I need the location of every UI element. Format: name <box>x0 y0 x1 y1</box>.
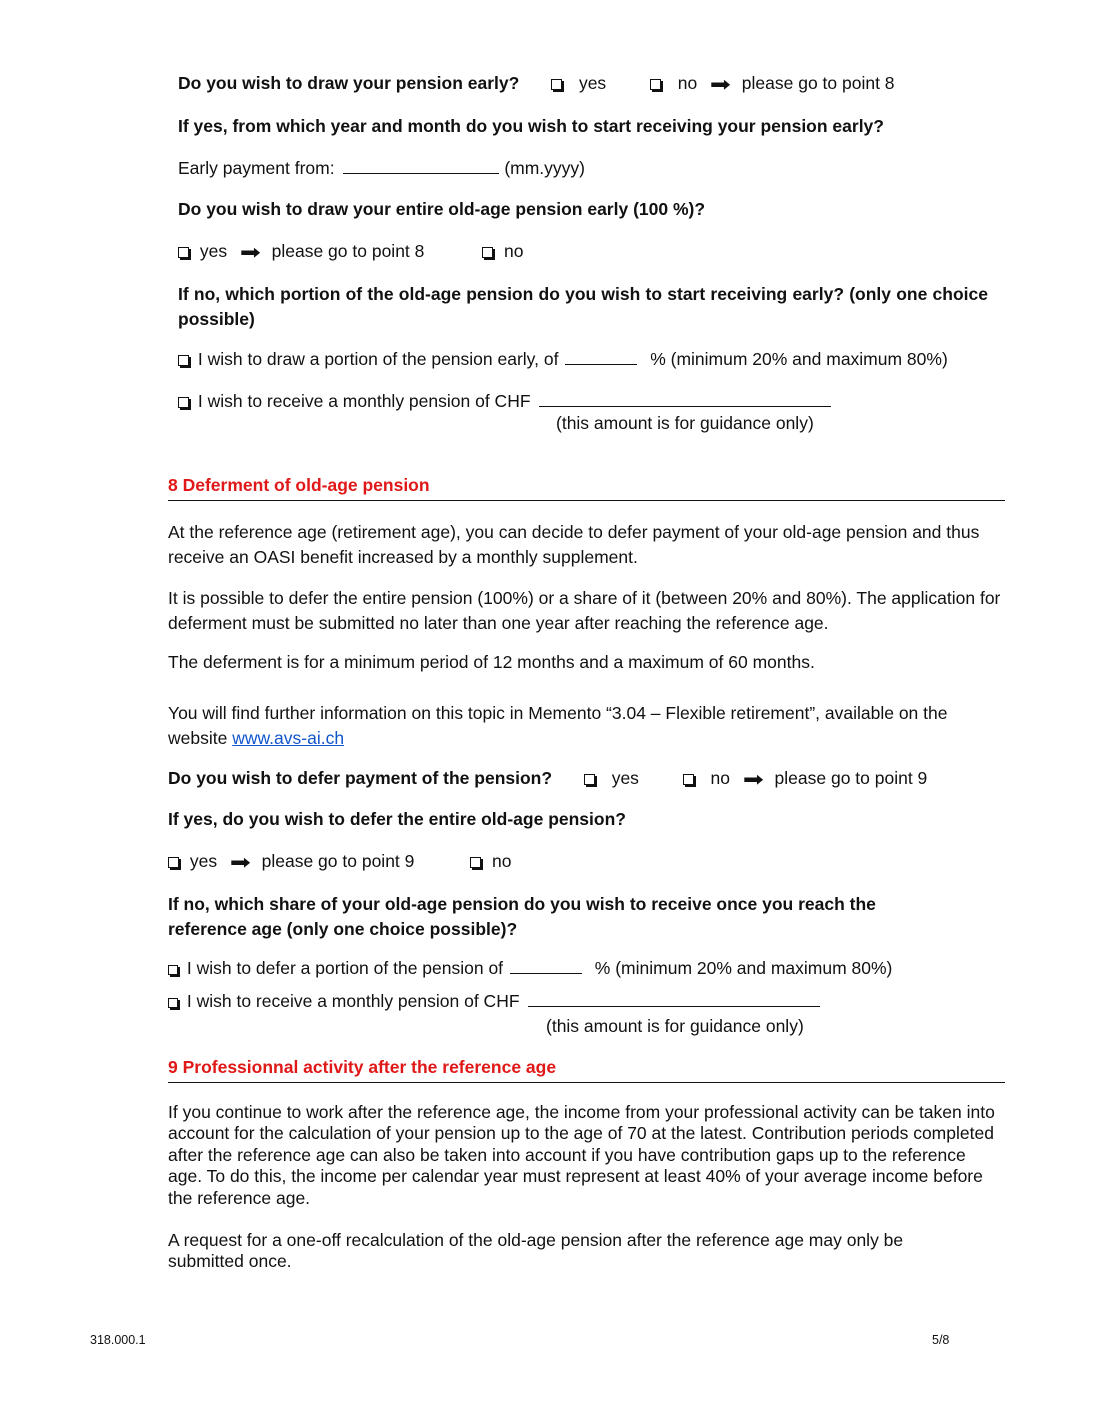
early-portion-range: % (minimum 20% and maximum 80%) <box>650 349 948 369</box>
early-from-question: If yes, from which year and month do you wish to start receiving your pension early? <box>178 116 884 136</box>
defer-portion-text: I wish to defer a portion of the pension of <box>186 958 504 978</box>
defer-yes-label: yes <box>611 768 639 788</box>
professional-activity-paragraph-2: A request for a one-off recalculation of the old-age pension after the reference age may only be submitted once. <box>168 1230 904 1272</box>
early-entire-no-label: no <box>504 241 524 261</box>
early-portion-question: If no, which portion of the old-age pension do you wish to start receiving early? (only one choice possible) <box>178 284 988 329</box>
early-no-checkbox[interactable] <box>650 79 661 90</box>
defer-yes-checkbox[interactable] <box>584 774 595 785</box>
defer-portion-checkbox[interactable] <box>168 965 178 975</box>
memento-reference-text: You will find further information on this topic in Memento “3.04 – Flexible retirement”, available on the website <box>168 703 948 748</box>
section-8-divider <box>168 500 1005 501</box>
early-entire-yes-label: yes <box>199 241 228 261</box>
early-entire-yes-checkbox[interactable] <box>178 247 189 258</box>
early-guidance-note: (this amount is for guidance only) <box>556 413 814 433</box>
deferment-paragraph-2: It is possible to defer the entire pension (100%) or a share of it (between 20% and 80%). The application for deferment must be submitted no later than one year after reaching the reference age. <box>168 588 1001 633</box>
early-payment-label: Early payment from: <box>178 158 335 178</box>
early-payment-row <box>178 158 585 179</box>
defer-monthly-text: I wish to receive a monthly pension of CHF <box>186 991 520 1011</box>
arrow-right-icon: ➡ <box>239 242 261 264</box>
section-8-title: 8 Deferment of old-age pension <box>168 475 430 495</box>
early-payment-date-field[interactable] <box>343 158 499 174</box>
defer-no-checkbox[interactable] <box>683 774 694 785</box>
defer-entire-yes-label: yes <box>189 851 218 871</box>
early-monthly-text: I wish to receive a monthly pension of CHF <box>197 391 531 411</box>
early-yes-label: yes <box>578 73 607 93</box>
professional-activity-paragraph-1: If you continue to work after the reference age, the income from your professional activity can be taken into account for the calculation of your pension up to the age of 70 at the latest. Contribution periods completed after the reference age can also be taken into account if you have contribution gaps up to the reference age. To do this, the income per calendar year must represent at least 40% of your average income before the reference age. <box>168 1102 995 1208</box>
defer-portion-percent-field[interactable] <box>510 958 582 974</box>
early-monthly-option <box>178 391 831 412</box>
early-entire-question: Do you wish to draw your entire old-age pension early (100 %)? <box>178 199 706 219</box>
avs-ai-website-link[interactable]: www.avs-ai.ch <box>232 728 345 748</box>
goto-point-8-text: please go to point 8 <box>741 73 895 93</box>
arrow-right-icon: ➡ <box>742 769 764 791</box>
goto-point-8-text: please go to point 8 <box>271 241 425 261</box>
defer-monthly-chf-field[interactable] <box>528 991 820 1007</box>
defer-question-row <box>168 768 927 789</box>
early-portion-checkbox[interactable] <box>178 355 189 366</box>
section-9-title: 9 Professionnal activity after the reference age <box>168 1057 557 1077</box>
arrow-right-icon: ➡ <box>710 74 732 96</box>
defer-monthly-checkbox[interactable] <box>168 998 178 1008</box>
defer-entire-no-checkbox[interactable] <box>470 857 481 868</box>
form-number: 318.000.1 <box>90 1333 146 1347</box>
early-monthly-checkbox[interactable] <box>178 397 189 408</box>
early-pension-question: Do you wish to draw your pension early? <box>178 73 520 93</box>
page-number: 5/8 <box>932 1333 950 1347</box>
deferment-paragraph-1: At the reference age (retirement age), you can decide to defer payment of your old-age pension and thus receive an OASI benefit increased by a monthly supplement. <box>168 522 980 567</box>
deferment-paragraph-4 <box>168 701 1008 751</box>
defer-guidance-note: (this amount is for guidance only) <box>546 1016 804 1036</box>
defer-portion-range: % (minimum 20% and maximum 80%) <box>594 958 893 978</box>
deferment-paragraph-3: The deferment is for a minimum period of 12 months and a maximum of 60 months. <box>168 652 815 672</box>
defer-question: Do you wish to defer payment of the pension? <box>168 768 553 788</box>
goto-point-9-text: please go to point 9 <box>774 768 928 788</box>
arrow-right-icon: ➡ <box>229 852 251 874</box>
early-entire-no-checkbox[interactable] <box>482 247 493 258</box>
section-9-divider <box>168 1082 1005 1083</box>
goto-point-9-text: please go to point 9 <box>261 851 415 871</box>
defer-no-label: no <box>710 768 731 788</box>
early-portion-text: I wish to draw a portion of the pension early, of <box>197 349 559 369</box>
early-yes-checkbox[interactable] <box>551 79 562 90</box>
defer-share-question: If no, which share of your old-age pension do you wish to receive once you reach the reference age (only one choice possible)? <box>168 894 876 939</box>
defer-entire-no-label: no <box>492 851 512 871</box>
defer-entire-options <box>168 851 511 872</box>
defer-portion-option <box>168 958 892 979</box>
defer-monthly-option <box>168 991 820 1012</box>
early-no-label: no <box>677 73 698 93</box>
defer-entire-question: If yes, do you wish to defer the entire old-age pension? <box>168 809 626 829</box>
early-payment-format: (mm.yyyy) <box>504 158 586 178</box>
early-entire-options <box>178 241 523 262</box>
early-portion-percent-field[interactable] <box>565 349 637 365</box>
early-portion-option <box>178 349 948 370</box>
early-pension-question-row <box>178 73 895 94</box>
early-monthly-chf-field[interactable] <box>539 391 831 407</box>
defer-entire-yes-checkbox[interactable] <box>168 857 179 868</box>
